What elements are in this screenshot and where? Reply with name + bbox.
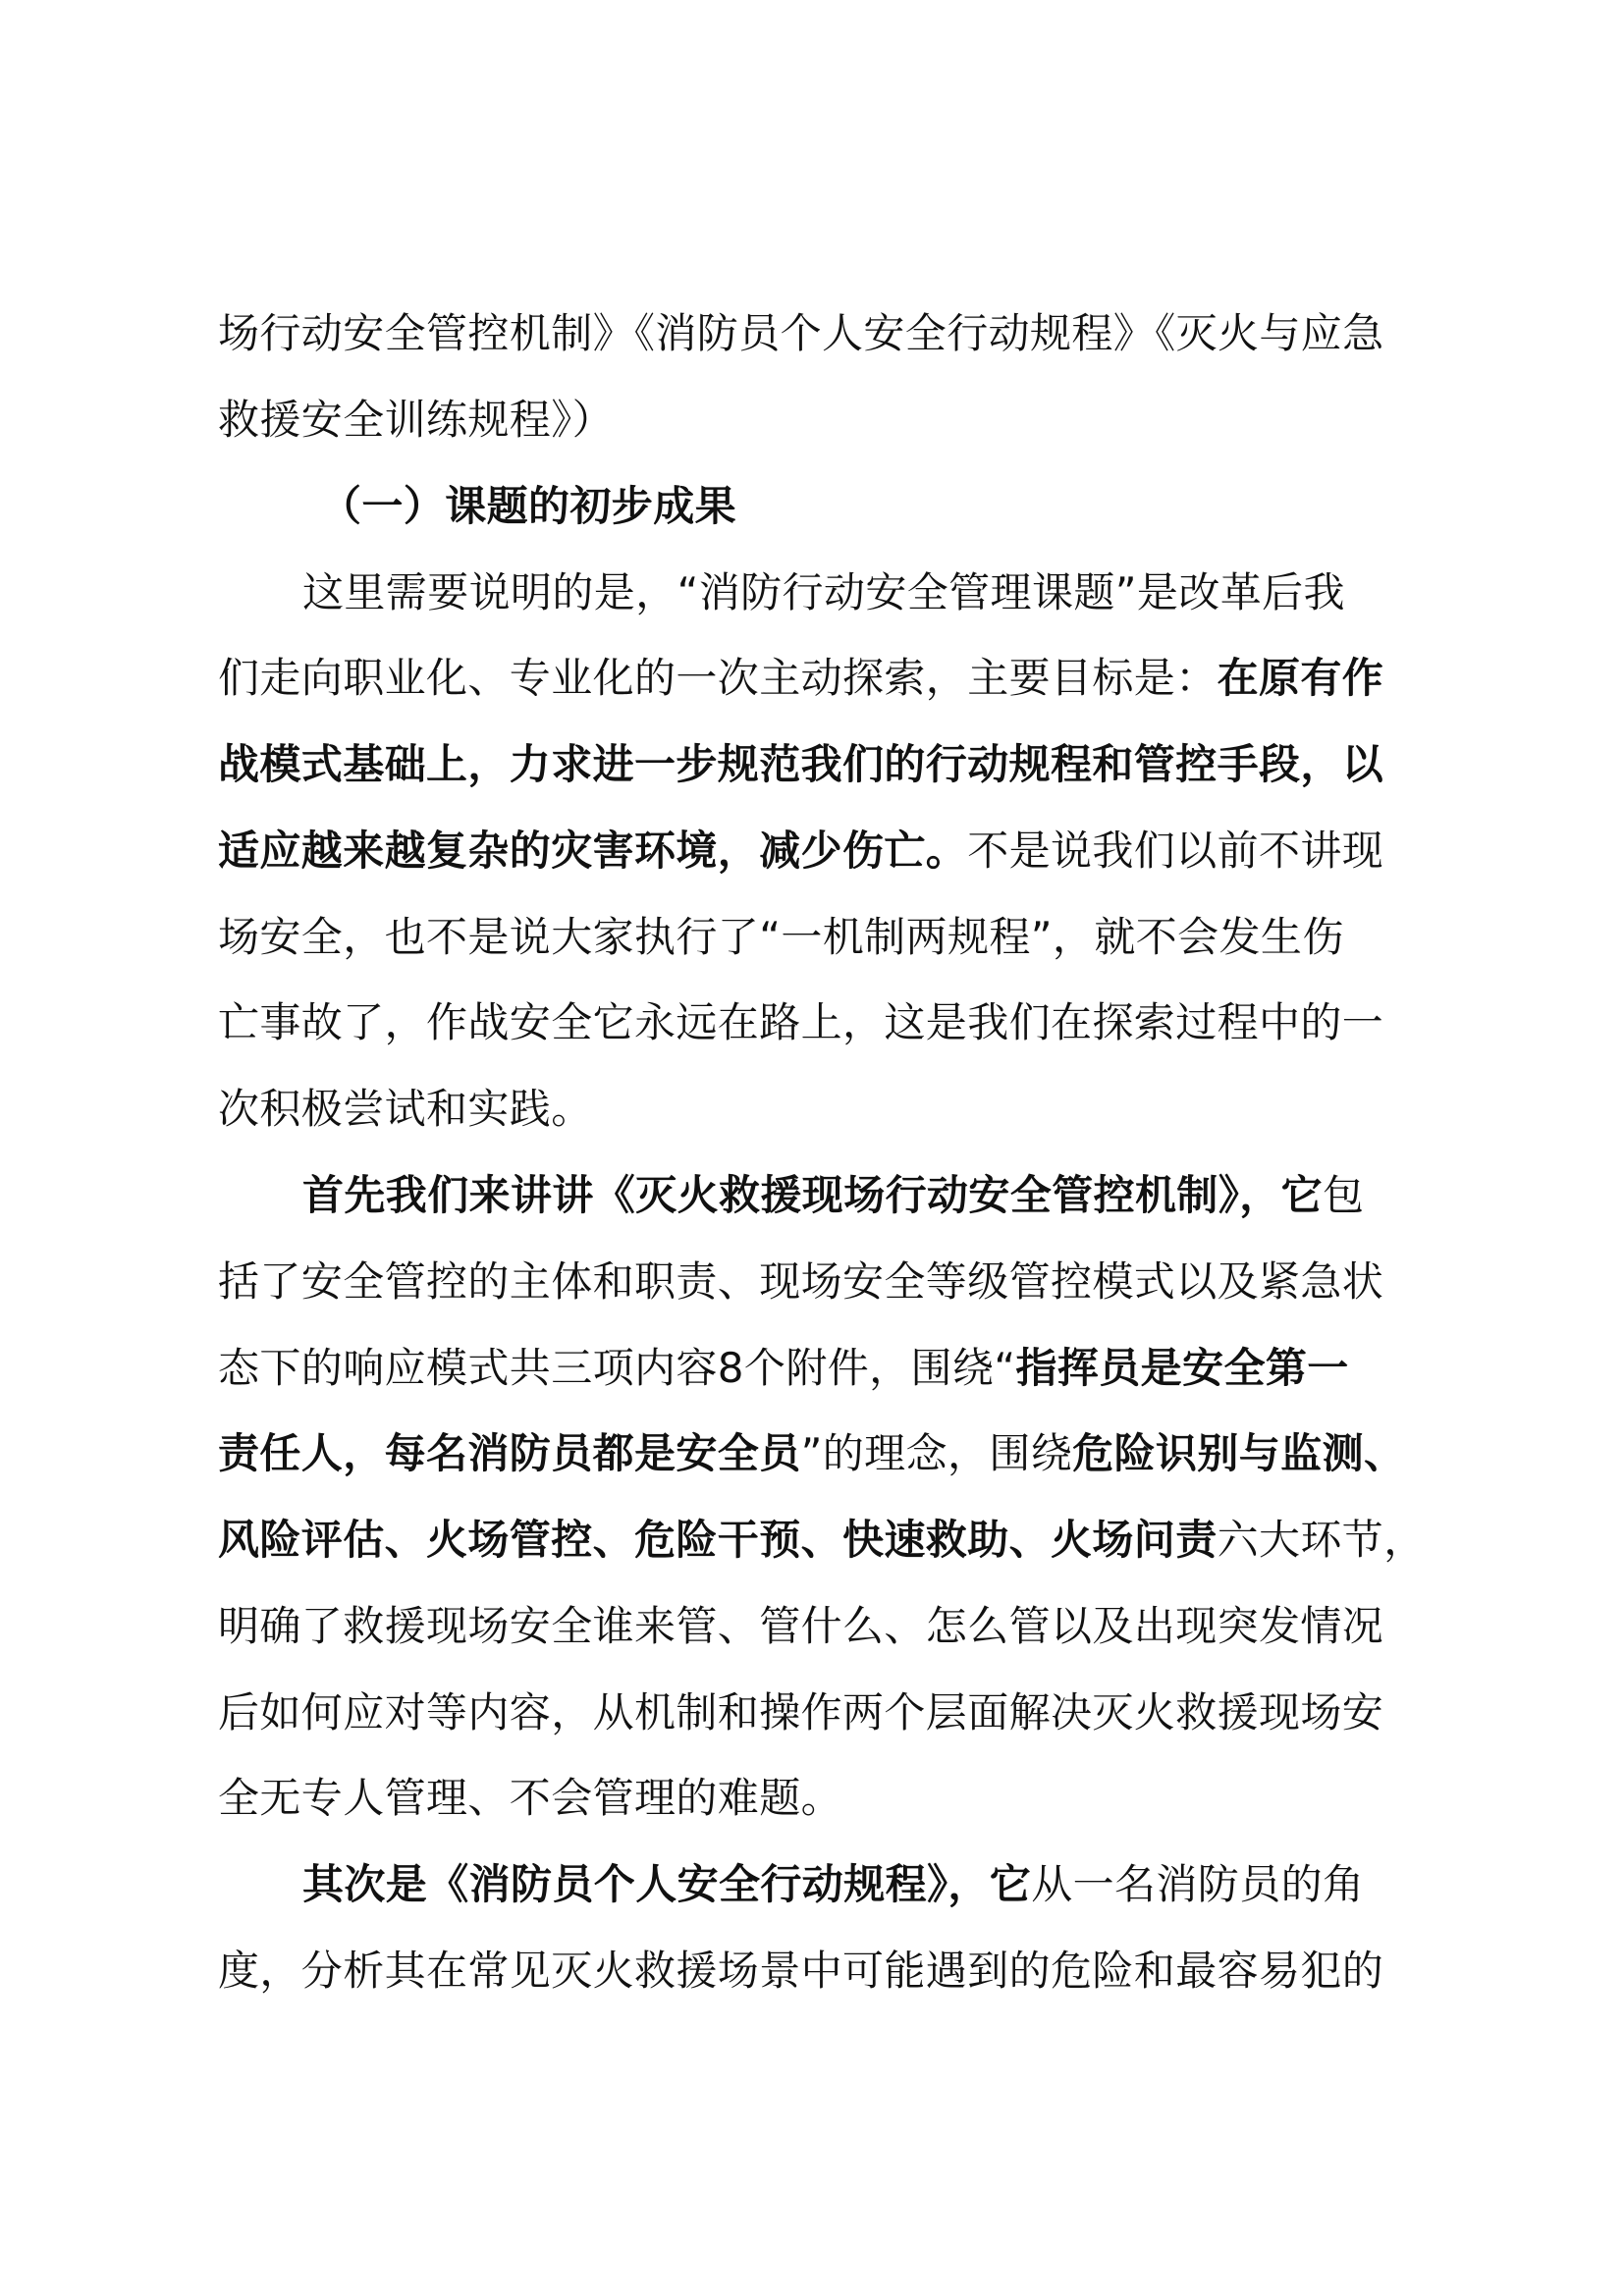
- text-line: 度，分析其在常见灭火救援场景中可能遇到的危险和最容易犯的: [218, 1947, 1384, 1995]
- text-line: 适应越来越复杂的灾害环境，减少伤亡。不是说我们以前不讲现: [218, 827, 1384, 875]
- text-line: 后如何应对等内容，从机制和操作两个层面解决灭火救援现场安: [218, 1688, 1384, 1736]
- text-line: 救援安全训练规程》）: [218, 396, 615, 444]
- text-line: 全无专人管理、不会管理的难题。: [218, 1774, 843, 1822]
- text-line: 亡事故了，作战安全它永远在路上，这是我们在探索过程中的一: [218, 998, 1384, 1046]
- text-line: 们走向职业化、专业化的一次主动探索，主要目标是：在原有作: [218, 654, 1384, 702]
- text-line: 其次是《消防员个人安全行动规程》，它从一名消防员的角: [302, 1860, 1365, 1908]
- text-line: 态下的响应模式共三项内容8个附件，围绕“指挥员是安全第一: [218, 1344, 1349, 1392]
- text-line: 责任人，每名消防员都是安全员”的理念，围绕危险识别与监测、: [218, 1429, 1406, 1477]
- text-line: 次积极尝试和实践。: [218, 1085, 593, 1133]
- text-line: 场行动安全管控机制》《消防员个人安全行动规程》《灭火与应急: [218, 309, 1384, 357]
- text-line: 首先我们来讲讲《灭火救援现场行动安全管控机制》，它包: [302, 1171, 1365, 1219]
- text-line: 风险评估、火场管控、危险干预、快速救助、火场问责六大环节，: [218, 1516, 1426, 1564]
- text-line: 括了安全管控的主体和职责、现场安全等级管控模式以及紧急状: [218, 1257, 1384, 1306]
- text-line: 场安全，也不是说大家执行了“一机制两规程”，就不会发生伤: [218, 913, 1344, 961]
- text-line: 这里需要说明的是，“消防行动安全管理课题”是改革后我: [302, 568, 1345, 616]
- text-line: 明确了救援现场安全谁来管、管什么、怎么管以及出现突发情况: [218, 1602, 1384, 1650]
- section-heading: （一）课题的初步成果: [320, 482, 737, 530]
- text-line: 战模式基础上，力求进一步规范我们的行动规程和管控手段，以: [218, 740, 1384, 788]
